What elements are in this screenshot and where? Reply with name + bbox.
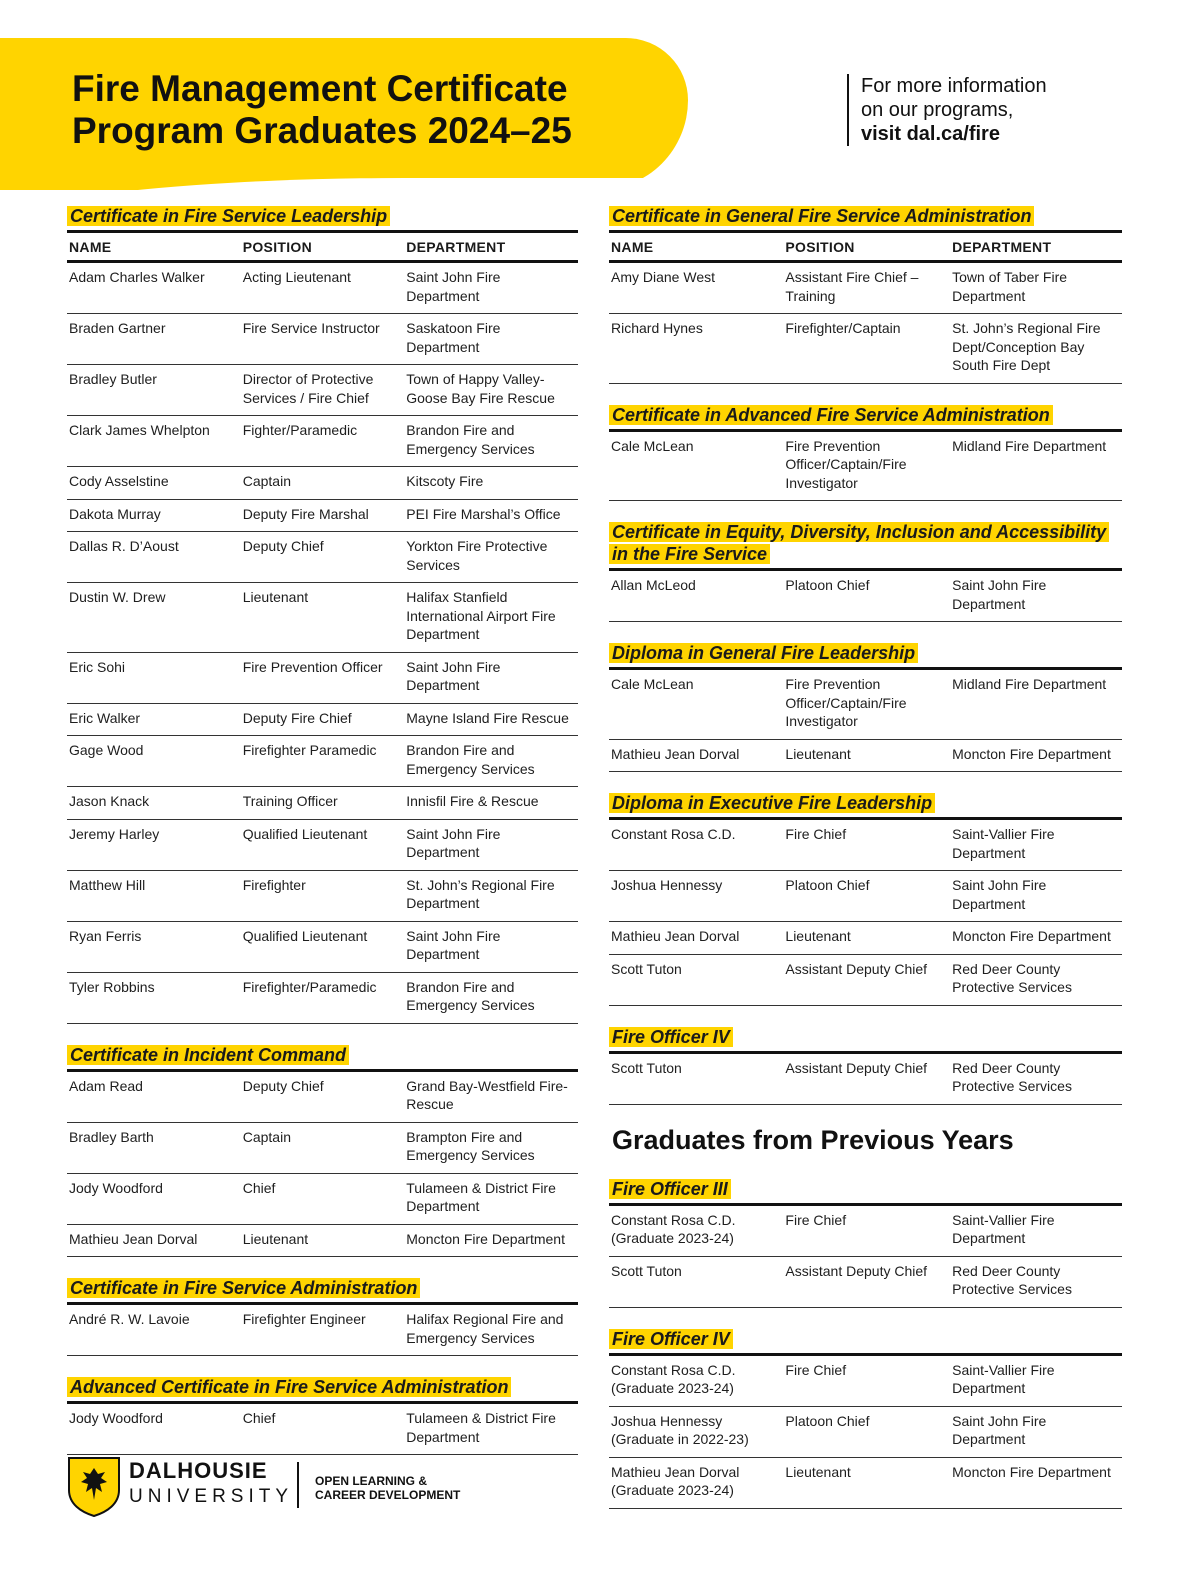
graduate-position: Fire Chief [783, 1354, 950, 1406]
section-title: Certificate in Equity, Diversity, Inclusion and Accessibility in the Fire Service [609, 522, 1109, 564]
graduate-department: Midland Fire Department [950, 430, 1122, 501]
table-row [67, 262, 578, 314]
graduate-position: Deputy Fire Chief [241, 703, 405, 736]
graduate-department: Brampton Fire and Emergency Services [404, 1122, 578, 1173]
table-row [67, 972, 578, 1023]
table-row [67, 499, 578, 532]
right-column [609, 205, 1122, 1529]
table-row [67, 1224, 578, 1257]
table-row [609, 1204, 1122, 1256]
graduate-name: Joshua Hennessy (Graduate in 2022-23) [609, 1406, 783, 1457]
section-heading [67, 1277, 578, 1302]
program-section [609, 642, 1122, 772]
graduates-table [609, 1051, 1122, 1105]
graduate-department: Town of Happy Valley-Goose Bay Fire Rescue [404, 365, 578, 416]
graduate-department: Red Deer County Protective Services [950, 1256, 1122, 1307]
graduate-name: Eric Sohi [67, 652, 241, 703]
program-section [67, 1277, 578, 1356]
graduate-position: Deputy Chief [241, 1070, 405, 1122]
graduate-name: Mathieu Jean Dorval [609, 922, 783, 955]
graduate-department: Saint John Fire Department [404, 921, 578, 972]
table-row [609, 1354, 1122, 1406]
column-header-name: NAME [609, 232, 783, 262]
program-section [609, 1026, 1122, 1105]
graduate-position: Firefighter Engineer [241, 1304, 405, 1356]
graduates-table [609, 230, 1122, 384]
graduate-department: Kitscoty Fire [404, 467, 578, 500]
graduate-name: Constant Rosa C.D. [609, 819, 783, 871]
table-row [67, 1173, 578, 1224]
graduate-name: Clark James Whelpton [67, 416, 241, 467]
dalhousie-crest-icon [67, 1456, 121, 1518]
graduate-name: Constant Rosa C.D. (Graduate 2023-24) [609, 1204, 783, 1256]
graduate-name: Scott Tuton [609, 1256, 783, 1307]
table-row [67, 703, 578, 736]
graduate-position: Fire Prevention Officer/Captain/Fire Investigator [783, 669, 950, 740]
graduate-department: Red Deer County Protective Services [950, 954, 1122, 1005]
graduate-position: Lieutenant [241, 583, 405, 653]
info-block [847, 74, 1047, 146]
program-section [67, 1376, 578, 1455]
info-line1: For more information [861, 75, 1047, 97]
graduate-department: St. John’s Regional Fire Department [404, 870, 578, 921]
graduate-name: Jody Woodford [67, 1173, 241, 1224]
graduate-department: Saskatoon Fire Department [404, 314, 578, 365]
graduates-table [609, 1353, 1122, 1509]
graduate-name: Mathieu Jean Dorval [67, 1224, 241, 1257]
graduate-position: Captain [241, 1122, 405, 1173]
table-row [609, 739, 1122, 772]
table-row [67, 652, 578, 703]
graduate-department: Saint John Fire Department [404, 819, 578, 870]
column-header-name: NAME [67, 232, 241, 262]
graduates-table [609, 667, 1122, 772]
graduate-position: Lieutenant [783, 739, 950, 772]
graduate-name: Jeremy Harley [67, 819, 241, 870]
graduate-department: Saint-Vallier Fire Department [950, 1204, 1122, 1256]
graduate-department: Moncton Fire Department [950, 739, 1122, 772]
table-row [609, 1457, 1122, 1508]
graduate-name: Adam Read [67, 1070, 241, 1122]
graduates-table [67, 1069, 578, 1258]
page-title-line2: Program Graduates 2024–25 [72, 110, 572, 151]
previous-years-heading: Graduates from Previous Years [612, 1124, 1014, 1155]
section-title: Certificate in General Fire Service Administration [609, 206, 1034, 226]
table-header-row [67, 232, 578, 262]
table-row [67, 467, 578, 500]
page-title [72, 68, 572, 152]
info-line2: on our programs, [861, 99, 1014, 121]
graduate-department: Yorkton Fire Protective Services [404, 532, 578, 583]
graduate-department: Midland Fire Department [950, 669, 1122, 740]
program-section [609, 1178, 1122, 1308]
section-heading [609, 1178, 1122, 1203]
graduate-name: Richard Hynes [609, 314, 783, 384]
table-row [609, 819, 1122, 871]
unit-line2: CAREER DEVELOPMENT [315, 1488, 461, 1502]
graduate-position: Chief [241, 1173, 405, 1224]
graduate-position: Assistant Deputy Chief [783, 1052, 950, 1104]
program-section [67, 1044, 578, 1258]
graduate-department: Saint-Vallier Fire Department [950, 819, 1122, 871]
graduate-position: Qualified Lieutenant [241, 921, 405, 972]
graduate-position: Director of Protective Services / Fire Chief [241, 365, 405, 416]
graduate-name: Matthew Hill [67, 870, 241, 921]
graduate-department: Halifax Stanfield International Airport Fire Department [404, 583, 578, 653]
graduates-table [609, 568, 1122, 622]
graduate-position: Captain [241, 467, 405, 500]
column-header-position: POSITION [241, 232, 405, 262]
graduate-position: Assistant Fire Chief – Training [783, 262, 950, 314]
graduate-department: Brandon Fire and Emergency Services [404, 736, 578, 787]
graduate-position: Fire Service Instructor [241, 314, 405, 365]
section-title: Diploma in Executive Fire Leadership [609, 793, 935, 813]
program-section [609, 792, 1122, 1006]
graduate-position: Firefighter [241, 870, 405, 921]
graduate-position: Chief [241, 1403, 405, 1455]
graduate-position: Firefighter/Captain [783, 314, 950, 384]
university-name: DALHOUSIE [129, 1458, 268, 1483]
section-title: Certificate in Fire Service Administration [67, 1278, 420, 1298]
table-header-row [609, 232, 1122, 262]
section-title: Diploma in General Fire Leadership [609, 643, 918, 663]
graduate-name: Braden Gartner [67, 314, 241, 365]
graduate-position: Firefighter/Paramedic [241, 972, 405, 1023]
section-title: Certificate in Incident Command [67, 1045, 349, 1065]
table-row [609, 922, 1122, 955]
page-title-line1: Fire Management Certificate [72, 68, 568, 109]
section-title: Certificate in Fire Service Leadership [67, 206, 390, 226]
graduate-department: Town of Taber Fire Department [950, 262, 1122, 314]
graduate-department: Mayne Island Fire Rescue [404, 703, 578, 736]
graduate-name: Jody Woodford [67, 1403, 241, 1455]
table-row [67, 921, 578, 972]
program-section [609, 404, 1122, 502]
graduate-name: Mathieu Jean Dorval (Graduate 2023-24) [609, 1457, 783, 1508]
table-row [67, 787, 578, 820]
table-row [609, 430, 1122, 501]
column-header-department: DEPARTMENT [950, 232, 1122, 262]
section-heading [609, 205, 1122, 230]
section-heading [609, 792, 1122, 817]
graduate-department: Saint-Vallier Fire Department [950, 1354, 1122, 1406]
table-row [609, 669, 1122, 740]
graduate-department: Saint John Fire Department [950, 570, 1122, 622]
section-title: Fire Officer IV [609, 1329, 733, 1349]
section-heading [609, 1328, 1122, 1353]
program-section [67, 205, 578, 1024]
graduate-position: Qualified Lieutenant [241, 819, 405, 870]
table-row [609, 570, 1122, 622]
graduate-department: Saint John Fire Department [950, 871, 1122, 922]
table-row [67, 870, 578, 921]
section-title: Certificate in Advanced Fire Service Administration [609, 405, 1053, 425]
graduates-table [67, 230, 578, 1024]
graduate-department: Tulameen & District Fire Department [404, 1403, 578, 1455]
graduate-name: André R. W. Lavoie [67, 1304, 241, 1356]
graduates-table [609, 817, 1122, 1006]
program-section [609, 521, 1122, 622]
table-row [67, 532, 578, 583]
table-row [609, 954, 1122, 1005]
graduate-position: Platoon Chief [783, 871, 950, 922]
graduates-table [67, 1302, 578, 1356]
graduates-table [67, 1401, 578, 1455]
table-row [609, 314, 1122, 384]
graduate-department: Brandon Fire and Emergency Services [404, 972, 578, 1023]
section-title: Advanced Certificate in Fire Service Administration [67, 1377, 511, 1397]
graduate-position: Lieutenant [783, 922, 950, 955]
graduate-name: Gage Wood [67, 736, 241, 787]
graduate-name: Bradley Butler [67, 365, 241, 416]
left-column [67, 205, 578, 1475]
footer-divider [297, 1462, 299, 1508]
section-heading [609, 1026, 1122, 1051]
table-row [609, 262, 1122, 314]
graduate-name: Dakota Murray [67, 499, 241, 532]
graduate-position: Fire Prevention Officer [241, 652, 405, 703]
graduate-name: Constant Rosa C.D. (Graduate 2023-24) [609, 1354, 783, 1406]
graduate-name: Ryan Ferris [67, 921, 241, 972]
graduate-department: Saint John Fire Department [404, 262, 578, 314]
graduate-position: Fire Prevention Officer/Captain/Fire Investigator [783, 430, 950, 501]
graduate-department: Innisfil Fire & Rescue [404, 787, 578, 820]
graduate-name: Adam Charles Walker [67, 262, 241, 314]
graduate-name: Mathieu Jean Dorval [609, 739, 783, 772]
graduate-name: Bradley Barth [67, 1122, 241, 1173]
graduate-department: Moncton Fire Department [950, 1457, 1122, 1508]
graduate-name: Tyler Robbins [67, 972, 241, 1023]
table-row [67, 365, 578, 416]
graduate-position: Assistant Deputy Chief [783, 954, 950, 1005]
column-header-position: POSITION [783, 232, 950, 262]
graduate-department: Moncton Fire Department [404, 1224, 578, 1257]
table-row [67, 819, 578, 870]
graduate-position: Deputy Chief [241, 532, 405, 583]
table-row [609, 1052, 1122, 1104]
graduate-name: Scott Tuton [609, 1052, 783, 1104]
table-row [67, 736, 578, 787]
graduate-department: St. John’s Regional Fire Dept/Conception Bay South Fire Dept [950, 314, 1122, 384]
graduate-position: Fire Chief [783, 1204, 950, 1256]
graduate-name: Eric Walker [67, 703, 241, 736]
graduate-department: Grand Bay-Westfield Fire-Rescue [404, 1070, 578, 1122]
graduate-name: Dallas R. D’Aoust [67, 532, 241, 583]
graduate-department: PEI Fire Marshal’s Office [404, 499, 578, 532]
graduate-name: Cale McLean [609, 430, 783, 501]
table-row [67, 1403, 578, 1455]
info-link[interactable]: visit dal.ca/fire [861, 123, 1000, 145]
graduate-name: Dustin W. Drew [67, 583, 241, 653]
graduate-name: Cale McLean [609, 669, 783, 740]
graduate-name: Cody Asselstine [67, 467, 241, 500]
graduate-position: Fighter/Paramedic [241, 416, 405, 467]
program-section [609, 205, 1122, 384]
table-row [67, 314, 578, 365]
graduate-position: Fire Chief [783, 819, 950, 871]
graduates-table [609, 429, 1122, 502]
table-row [67, 1122, 578, 1173]
graduate-department: Saint John Fire Department [404, 652, 578, 703]
graduate-position: Training Officer [241, 787, 405, 820]
graduate-department: Saint John Fire Department [950, 1406, 1122, 1457]
program-section [609, 1328, 1122, 1509]
graduate-position: Assistant Deputy Chief [783, 1256, 950, 1307]
graduate-position: Firefighter Paramedic [241, 736, 405, 787]
unit-line1: OPEN LEARNING & [315, 1474, 428, 1488]
graduate-position: Platoon Chief [783, 1406, 950, 1457]
table-row [67, 583, 578, 653]
section-heading [67, 205, 578, 230]
table-row [67, 1070, 578, 1122]
section-heading [609, 404, 1122, 429]
graduate-name: Jason Knack [67, 787, 241, 820]
graduate-position: Platoon Chief [783, 570, 950, 622]
graduate-name: Allan McLeod [609, 570, 783, 622]
graduate-position: Acting Lieutenant [241, 262, 405, 314]
section-heading [67, 1044, 578, 1069]
graduate-name: Amy Diane West [609, 262, 783, 314]
column-header-department: DEPARTMENT [404, 232, 578, 262]
unit-name [315, 1474, 460, 1502]
university-word: UNIVERSITY [129, 1486, 294, 1507]
graduate-department: Brandon Fire and Emergency Services [404, 416, 578, 467]
table-row [609, 1406, 1122, 1457]
graduate-position: Lieutenant [241, 1224, 405, 1257]
graduate-department: Tulameen & District Fire Department [404, 1173, 578, 1224]
table-row [609, 871, 1122, 922]
graduate-name: Joshua Hennessy [609, 871, 783, 922]
table-row [67, 416, 578, 467]
graduate-department: Halifax Regional Fire and Emergency Services [404, 1304, 578, 1356]
graduate-position: Lieutenant [783, 1457, 950, 1508]
graduate-name: Scott Tuton [609, 954, 783, 1005]
graduates-table [609, 1203, 1122, 1308]
graduate-department: Moncton Fire Department [950, 922, 1122, 955]
section-heading [609, 642, 1122, 667]
section-heading [609, 521, 1122, 568]
footer [67, 1456, 487, 1520]
section-heading [67, 1376, 578, 1401]
section-title: Fire Officer III [609, 1179, 731, 1199]
table-row [67, 1304, 578, 1356]
table-row [609, 1256, 1122, 1307]
graduate-department: Red Deer County Protective Services [950, 1052, 1122, 1104]
section-title: Fire Officer IV [609, 1027, 733, 1047]
graduate-position: Deputy Fire Marshal [241, 499, 405, 532]
